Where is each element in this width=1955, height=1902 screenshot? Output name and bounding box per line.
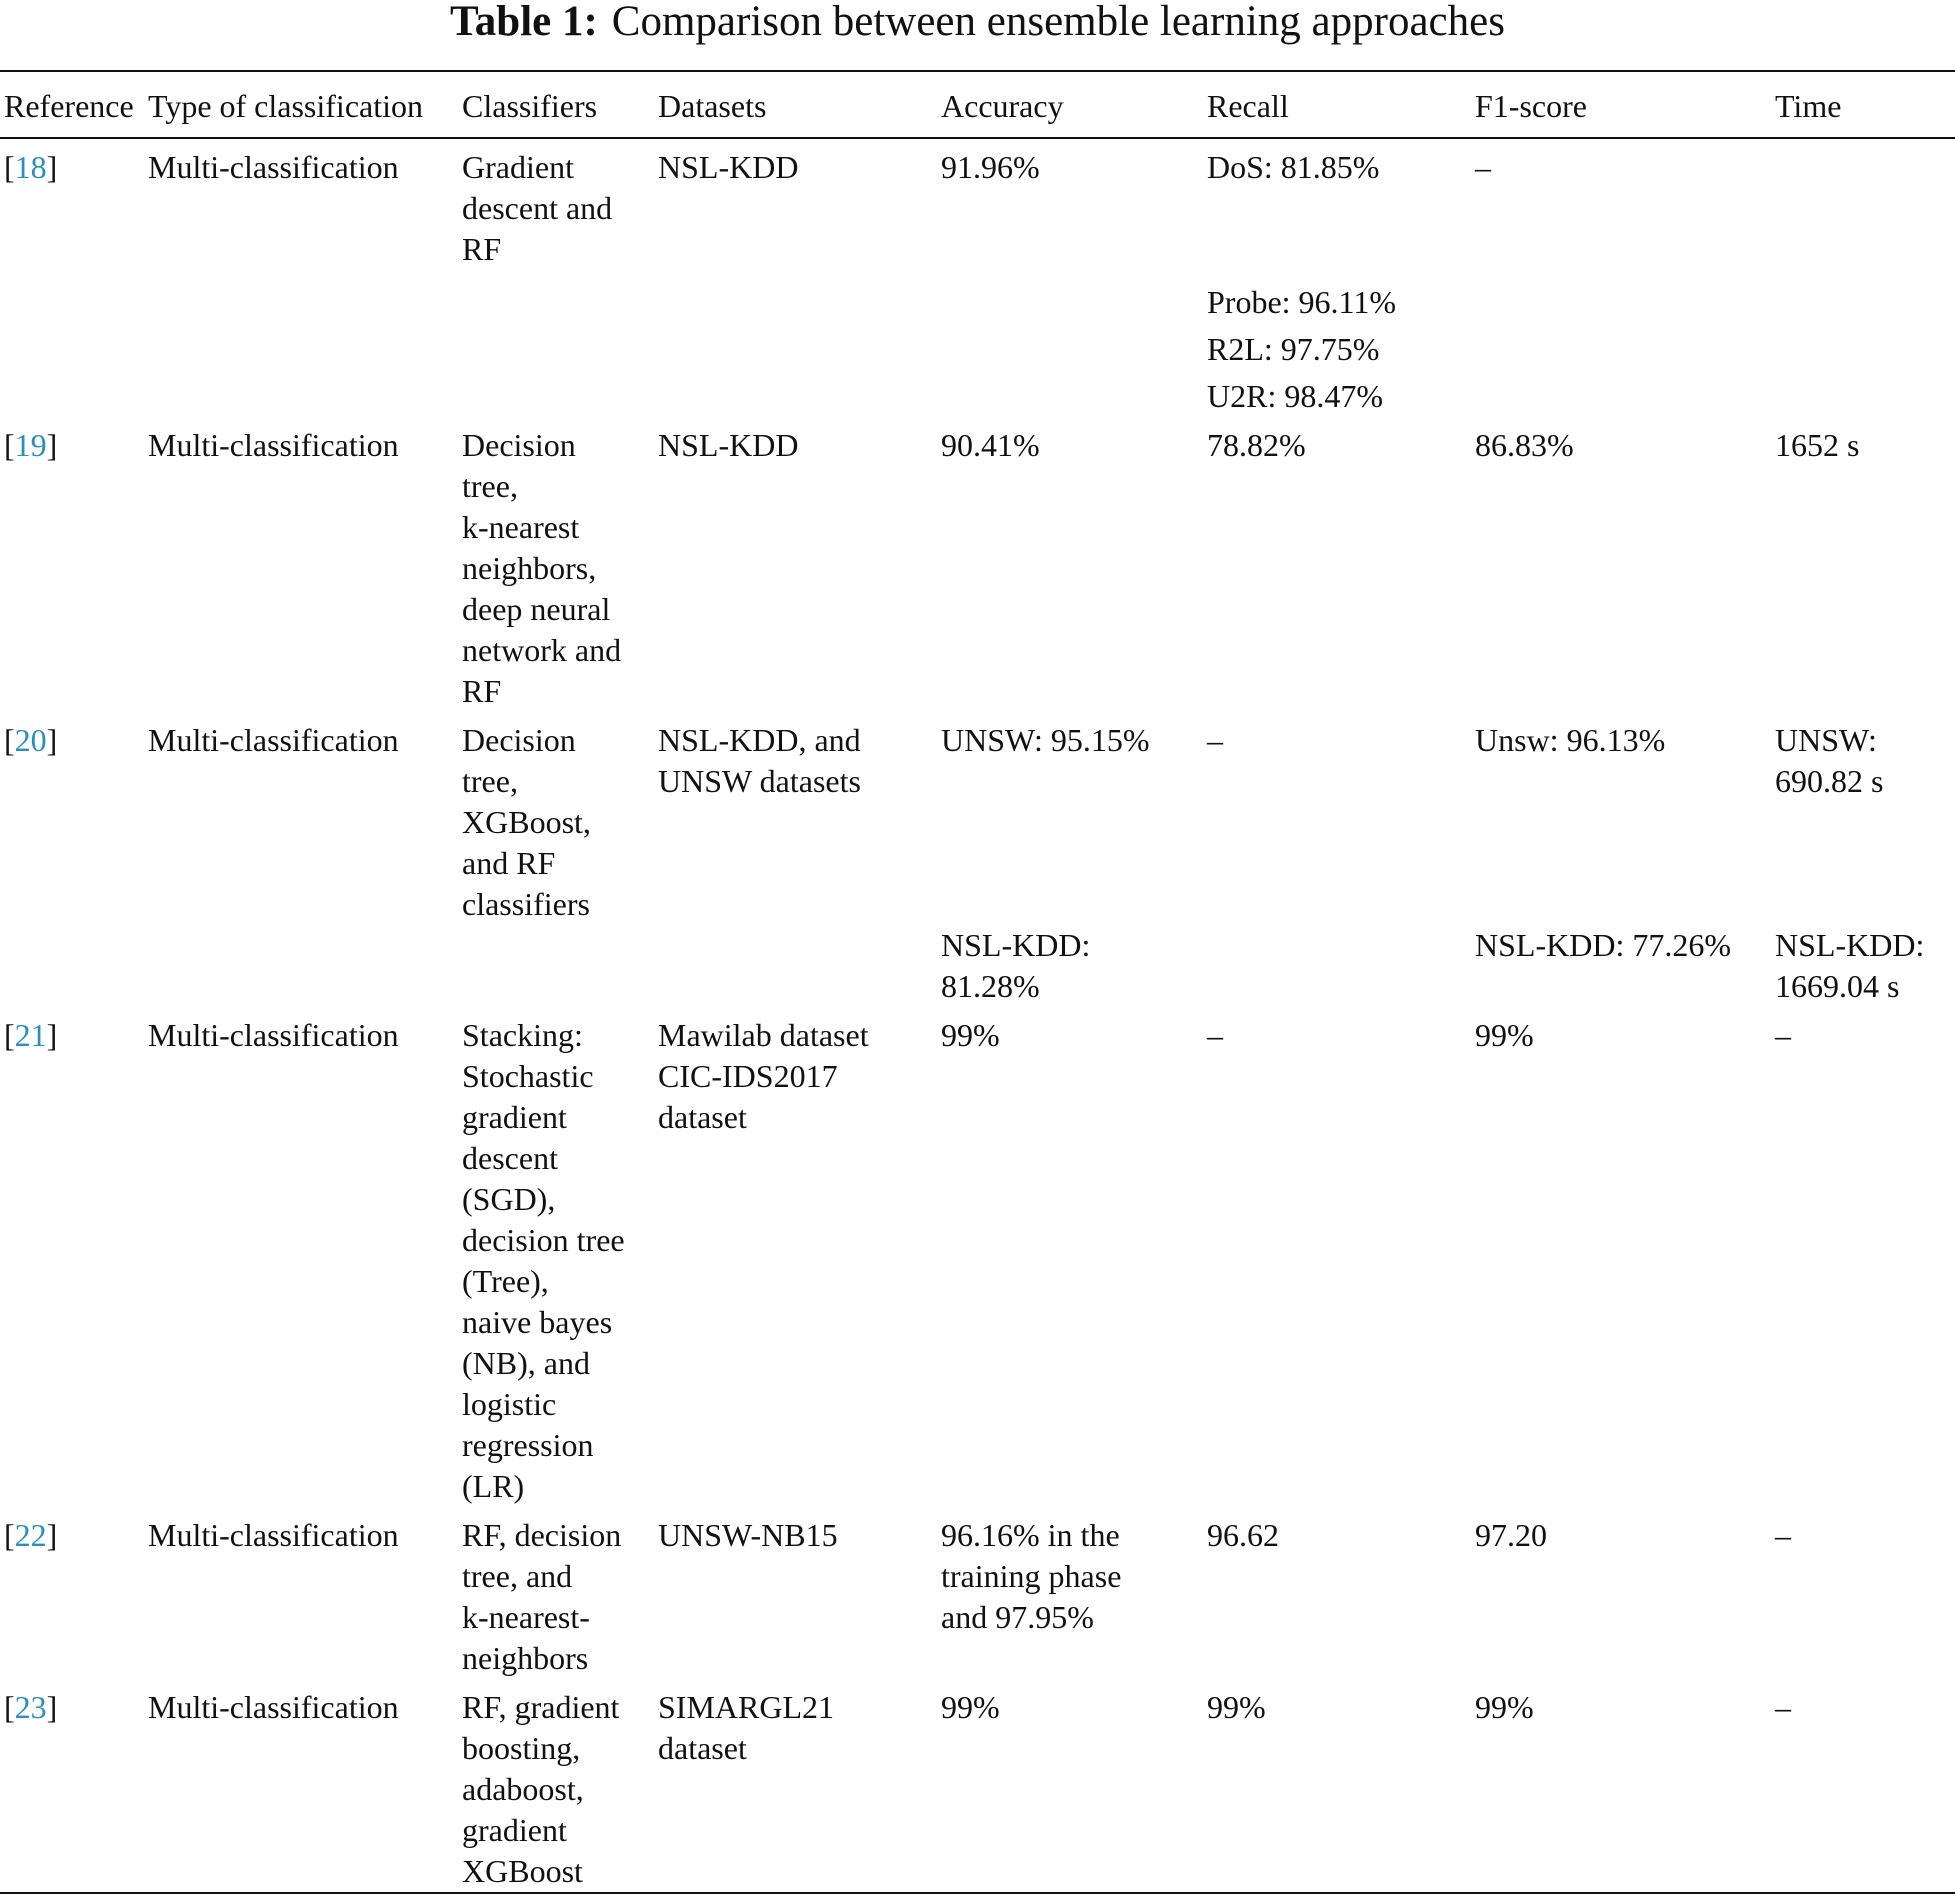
recall-cell: 99% (1207, 1689, 1266, 1725)
table-caption-text: Comparison between ensemble learning approaches (611, 0, 1505, 45)
recall-cell: U2R: 98.47% (1207, 378, 1383, 414)
header-recall: Recall (1207, 88, 1289, 124)
time-cell: 1652 s (1775, 427, 1860, 463)
table-row-continuation (0, 370, 1955, 417)
type-cell: Multi-classification (148, 1689, 399, 1725)
f1-cell: 86.83% (1475, 427, 1574, 463)
recall-cell: R2L: 97.75% (1207, 331, 1380, 367)
header-type: Type of classification (148, 88, 423, 124)
recall-cell: Probe: 96.11% (1207, 284, 1397, 320)
time-cell (1771, 138, 1955, 270)
accuracy-cell: 90.41% (941, 427, 1040, 463)
type-cell: Multi-classification (148, 722, 399, 758)
reference-cell: [18] (4, 149, 58, 185)
datasets-cell: NSL-KDD, and UNSW datasets (658, 722, 861, 799)
f1-cell: – (1475, 149, 1491, 185)
classifiers-cell: Decision tree, k-nearest neighbors, deep neural network and RF (462, 427, 622, 709)
f1-cell: 99% (1475, 1689, 1534, 1725)
accuracy-cell: 96.16% in the training phase and 97.95% (941, 1517, 1122, 1635)
table-caption-label: Table 1: (450, 0, 598, 45)
classifiers-cell: Decision tree, XGBoost, and RF classifiers (462, 722, 591, 922)
recall-cell: DoS: 81.85% (1207, 149, 1380, 185)
recall-cell: – (1207, 1017, 1223, 1053)
table-row (0, 1679, 1955, 1893)
datasets-cell: NSL-KDD (658, 149, 799, 185)
time-cell: – (1775, 1517, 1791, 1553)
reference-link[interactable]: 22 (14, 1517, 47, 1553)
header-row (0, 71, 1955, 138)
reference-cell: [23] (4, 1689, 58, 1725)
reference-link[interactable]: 21 (14, 1017, 47, 1053)
reference-link[interactable]: 23 (14, 1689, 47, 1725)
f1-cell: 99% (1475, 1017, 1534, 1053)
type-cell: Multi-classification (148, 427, 399, 463)
accuracy-cell: UNSW: 95.15% (941, 722, 1150, 758)
comparison-table (0, 70, 1955, 1894)
recall-cell: – (1207, 722, 1223, 758)
table-row (0, 417, 1955, 712)
table-row-continuation (0, 323, 1955, 370)
header-classifiers: Classifiers (462, 88, 598, 124)
recall-cell: 78.82% (1207, 427, 1306, 463)
accuracy-cell: 99% (941, 1017, 1000, 1053)
reference-cell: [20] (4, 722, 58, 758)
datasets-cell: Mawilab dataset CIC-IDS2017 dataset (658, 1017, 869, 1135)
reference-cell: [21] (4, 1017, 58, 1053)
reference-cell: [19] (4, 427, 58, 463)
header-time: Time (1775, 88, 1842, 124)
datasets-cell: UNSW-NB15 (658, 1517, 838, 1553)
reference-link[interactable]: 20 (14, 722, 47, 758)
recall-cell: 96.62 (1207, 1517, 1279, 1553)
f1-cell: Unsw: 96.13% (1475, 722, 1666, 758)
header-datasets: Datasets (658, 88, 767, 124)
header-accuracy: Accuracy (941, 88, 1064, 124)
classifiers-cell: RF, decision tree, and k-nearest- neighbors (462, 1517, 622, 1676)
time-cell: UNSW: 690.82 s (1775, 722, 1884, 799)
time-cell: – (1775, 1689, 1791, 1725)
type-cell: Multi-classification (148, 1017, 399, 1053)
accuracy-cell: NSL-KDD: 81.28% (941, 927, 1091, 1004)
reference-cell: [22] (4, 1517, 58, 1553)
datasets-cell: NSL-KDD (658, 427, 799, 463)
table-caption (0, 0, 1955, 44)
time-cell: NSL-KDD: 1669.04 s (1775, 927, 1925, 1004)
classifiers-cell: RF, gradient boosting, adaboost, gradient XGBoost (462, 1689, 620, 1889)
table-row (0, 1007, 1955, 1507)
table-row (0, 712, 1955, 925)
accuracy-cell: 99% (941, 1689, 1000, 1725)
header-reference: Reference (4, 88, 134, 124)
reference-link[interactable]: 18 (14, 149, 47, 185)
type-cell: Multi-classification (148, 1517, 399, 1553)
f1-cell: NSL-KDD: 77.26% (1475, 927, 1731, 963)
datasets-cell: SIMARGL21 dataset (658, 1689, 835, 1766)
time-cell: – (1775, 1017, 1791, 1053)
header-f1-score: F1-score (1475, 88, 1587, 124)
reference-link[interactable]: 19 (14, 427, 47, 463)
table-row-continuation (0, 270, 1955, 323)
classifiers-cell: Gradient descent and RF (462, 149, 613, 267)
table-row (0, 138, 1955, 270)
classifiers-cell: Stacking: Stochastic gradient descent (SGD), decision tree (Tree), naive bayes (NB), and logistic regression (LR) (462, 1017, 625, 1504)
type-cell: Multi-classification (148, 149, 399, 185)
accuracy-cell: 91.96% (941, 149, 1040, 185)
table-row (0, 1507, 1955, 1679)
table-row-continuation (0, 925, 1955, 1007)
f1-cell: 97.20 (1475, 1517, 1547, 1553)
